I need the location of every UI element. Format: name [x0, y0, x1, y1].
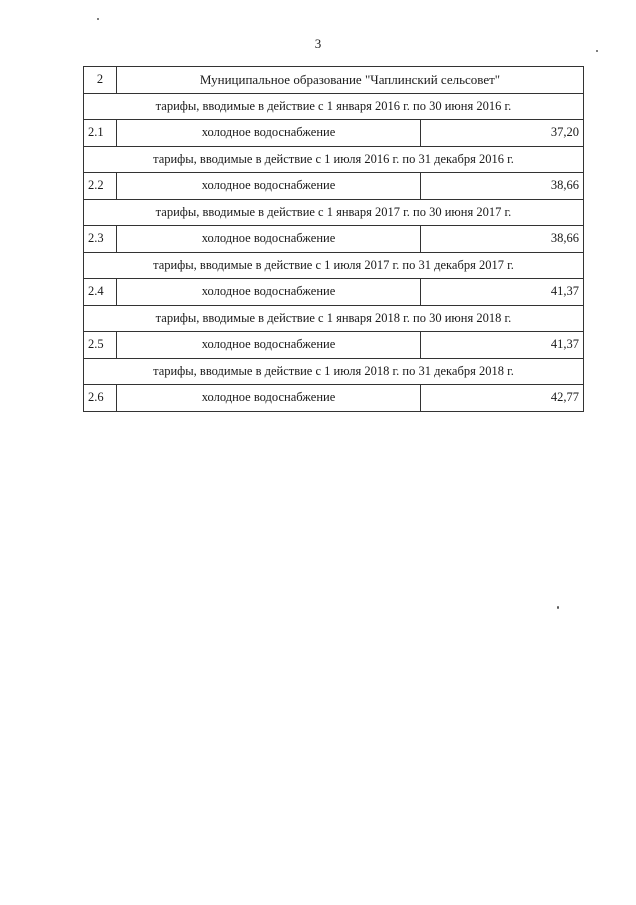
period-label: тарифы, вводимые в действие с 1 января 2016 г. по 30 июня 2016 г.: [84, 93, 584, 120]
tariff-value: 38,66: [421, 173, 584, 200]
service-name: холодное водоснабжение: [117, 385, 421, 412]
page-number: 3: [314, 36, 322, 51]
period-row: [84, 146, 584, 173]
municipality-number: 2: [84, 67, 117, 94]
table-row: [84, 279, 584, 306]
period-row: [84, 199, 584, 226]
period-row: [84, 252, 584, 279]
scan-speck: [97, 18, 99, 20]
row-number: 2.3: [84, 226, 117, 253]
row-number: 2.1: [84, 120, 117, 147]
scan-speck: [557, 606, 559, 609]
tariff-table: [83, 66, 584, 412]
table-row: [84, 120, 584, 147]
period-label: тарифы, вводимые в действие с 1 июля 2016 г. по 31 декабря 2016 г.: [84, 146, 584, 173]
service-name: холодное водоснабжение: [117, 279, 421, 306]
period-label: тарифы, вводимые в действие с 1 января 2017 г. по 30 июня 2017 г.: [84, 199, 584, 226]
row-number: 2.2: [84, 173, 117, 200]
municipality-title: Муниципальное образование "Чаплинский сельсовет": [117, 67, 584, 94]
row-number: 2.4: [84, 279, 117, 306]
period-row: [84, 93, 584, 120]
scan-speck: [596, 50, 598, 52]
period-row: [84, 305, 584, 332]
tariff-value: 41,37: [421, 332, 584, 359]
tariff-value: 41,37: [421, 279, 584, 306]
service-name: холодное водоснабжение: [117, 120, 421, 147]
table-row: [84, 332, 584, 359]
table-header-row: [84, 67, 584, 94]
table-row: [84, 173, 584, 200]
row-number: 2.6: [84, 385, 117, 412]
period-row: [84, 358, 584, 385]
service-name: холодное водоснабжение: [117, 173, 421, 200]
period-label: тарифы, вводимые в действие с 1 июля 2017 г. по 31 декабря 2017 г.: [84, 252, 584, 279]
tariff-value: 38,66: [421, 226, 584, 253]
service-name: холодное водоснабжение: [117, 332, 421, 359]
table-row: [84, 226, 584, 253]
tariff-value: 42,77: [421, 385, 584, 412]
table-row: [84, 385, 584, 412]
tariff-value: 37,20: [421, 120, 584, 147]
period-label: тарифы, вводимые в действие с 1 января 2018 г. по 30 июня 2018 г.: [84, 305, 584, 332]
service-name: холодное водоснабжение: [117, 226, 421, 253]
period-label: тарифы, вводимые в действие с 1 июля 2018 г. по 31 декабря 2018 г.: [84, 358, 584, 385]
row-number: 2.5: [84, 332, 117, 359]
